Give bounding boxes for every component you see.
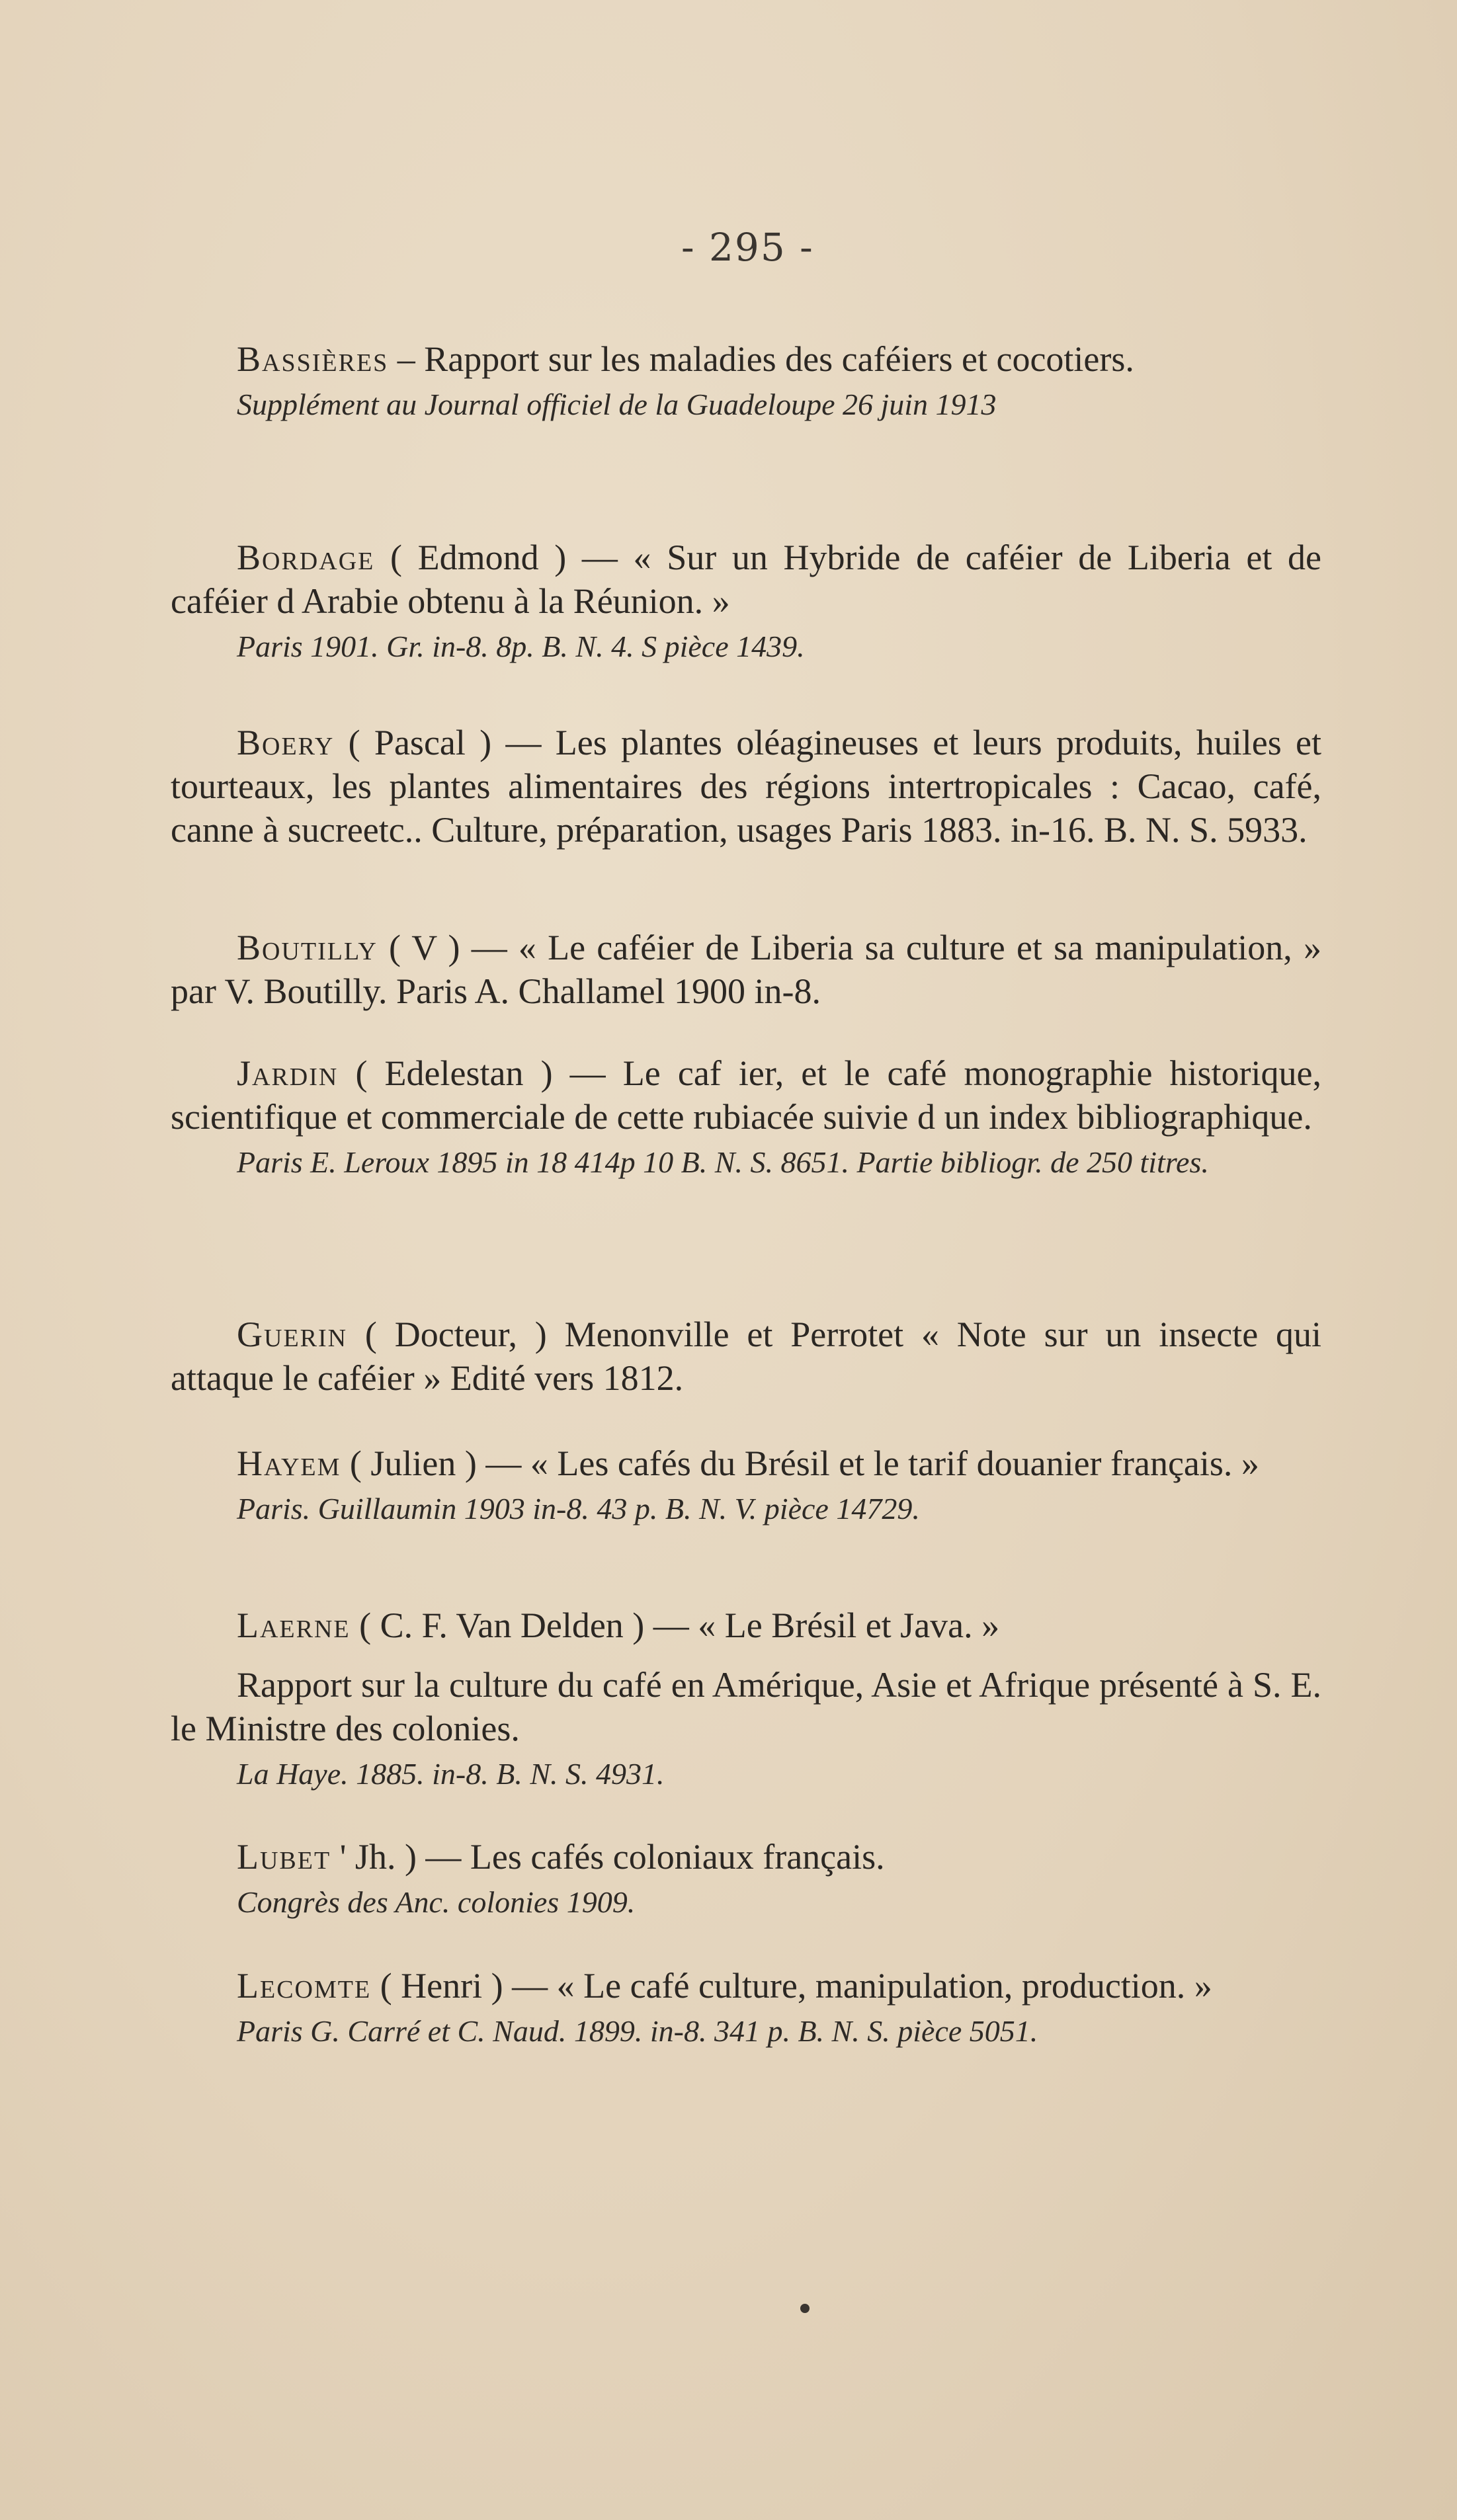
entry-main <box>171 1313 1321 1400</box>
bibliography-entry <box>171 1051 1321 1182</box>
entry-author: Lecomte <box>237 1966 372 2006</box>
entry-main <box>171 1051 1321 1139</box>
entry-text: ( C. F. Van Delden ) — « Le Brésil et Java. » <box>350 1605 1000 1645</box>
entry-text: ( Pascal ) — Les plantes oléagineuses et leurs produits, huiles et tourteaux, les plantes alimentaires des régions intertropicales : Cacao, café, canne à sucreetc.. Culture, préparation, usages Paris 1883. in-16. B. N. S. 5933. <box>171 723 1321 850</box>
page-number: - 295 - <box>681 225 814 270</box>
entry-reference: Paris E. Leroux 1895 in 18 414p 10 B. N. S. 8651. Partie bibliogr. de 250 titres. <box>237 1145 1209 1179</box>
entry-reference: Supplément au Journal officiel de la Guadeloupe 26 juin 1913 <box>237 387 997 421</box>
entry-author: Laerne <box>237 1605 351 1645</box>
entry-reference: Paris G. Carré et C. Naud. 1899. in-8. 341 p. B. N. S. pièce 5051. <box>237 2014 1038 2048</box>
entry-author: Bassières <box>237 339 389 379</box>
bibliography-entry <box>171 1835 1321 1922</box>
bibliography-entry <box>171 1313 1321 1400</box>
bibliography-entry <box>171 536 1321 667</box>
entry-main <box>171 1835 1321 1879</box>
entry-author: Hayem <box>237 1443 341 1483</box>
ink-speck <box>800 2304 810 2313</box>
entry-reference: Congrès des Anc. colonies 1909. <box>237 1885 636 1919</box>
bibliography-entry <box>171 1442 1321 1529</box>
bibliography-entry <box>171 1604 1321 1794</box>
entry-main <box>171 926 1321 1013</box>
entry-text: ( Edelestan ) — Le caf ier, et le café monographie historique, scientifique et commerciale de cette rubiacée suivie d un index bibliographique. <box>171 1053 1321 1137</box>
bibliography-entry <box>171 337 1321 425</box>
entry-main <box>171 536 1321 623</box>
entry-author: Guerin <box>237 1315 348 1354</box>
entry-text: ( Henri ) — « Le café culture, manipulation, production. » <box>371 1966 1212 2006</box>
entry-author: Boutilly <box>237 928 378 967</box>
entry-author: Lubet <box>237 1837 331 1877</box>
entry-main <box>171 1964 1321 2008</box>
entry-main-continued: Rapport sur la culture du café en Amérique, Asie et Afrique présenté à S. E. le Ministre des colonies. <box>171 1665 1321 1748</box>
entry-text: ( Docteur, ) Menonville et Perrotet « Note sur un insecte qui attaque le caféier » Edité vers 1812. <box>171 1315 1321 1398</box>
entry-author: Jardin <box>237 1053 339 1093</box>
bibliography-entry <box>171 721 1321 852</box>
entry-text: ( Edmond ) — « Sur un Hybride de caféier de Liberia et de caféier d Arabie obtenu à la Réunion. » <box>171 538 1321 621</box>
entry-main <box>171 337 1321 381</box>
entry-main <box>171 1442 1321 1485</box>
entry-reference: Paris. Guillaumin 1903 in-8. 43 p. B. N. V. pièce 14729. <box>237 1492 920 1525</box>
entry-author: Boery <box>237 723 335 762</box>
entry-text: ' Jh. ) — Les cafés coloniaux français. <box>331 1837 885 1877</box>
bibliography-entry <box>171 1964 1321 2051</box>
bibliography-entry <box>171 926 1321 1013</box>
entry-main <box>171 1604 1321 1647</box>
entry-reference: Paris 1901. Gr. in-8. 8p. B. N. 4. S pièce 1439. <box>237 630 805 663</box>
entry-text: – Rapport sur les maladies des caféiers et cocotiers. <box>388 339 1134 379</box>
entry-text: ( V ) — « Le caféier de Liberia sa culture et sa manipulation, » par V. Boutilly. Paris A. Challamel 1900 in-8. <box>171 928 1321 1011</box>
entry-author: Bordage <box>237 538 375 577</box>
entry-main <box>171 721 1321 852</box>
entry-text: ( Julien ) — « Les cafés du Brésil et le tarif douanier français. » <box>341 1443 1259 1483</box>
entry-reference: La Haye. 1885. in-8. B. N. S. 4931. <box>237 1757 665 1791</box>
